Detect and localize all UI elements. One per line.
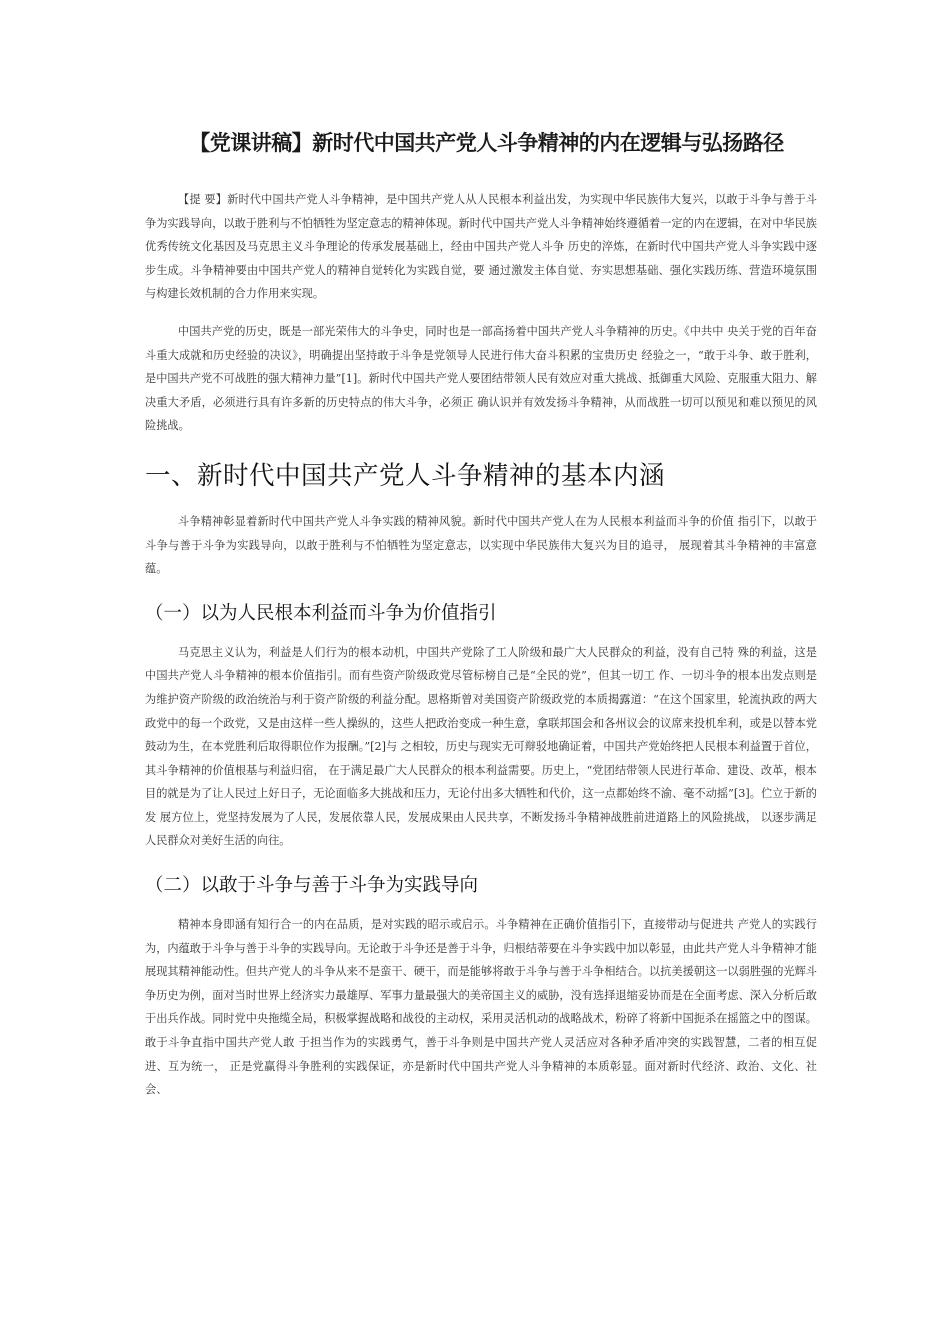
section-1-paragraph: 斗争精神彰显着新时代中国共产党人斗争实践的精神风貌。新时代中国共产党人在为人民根本利益而斗争的价值 指引下，以敢于斗争与善于斗争为实践导向，以敢于胜利与不怕牺牲为坚定意志，以实现中华民族伟大复兴为目的追寻， 展现着其斗争精神的丰富意蕴。 — [145, 514, 817, 576]
document-title: 【党课讲稿】新时代中国共产党人斗争精神的内在逻辑与弘扬路径 — [189, 131, 784, 155]
abstract-paragraph: 【提 要】新时代中国共产党人斗争精神，是中国共产党人从人民根本利益出发，为实现中华民族伟大复兴，以敢于斗争与善于斗争为实践导向，以敢于胜利与不怕牺牲为坚定意志的精神体现。新时代中国共产党人斗争精神始终遵循着一定的内在逻辑，在对中华民族优秀传统文化基因及马克思主义斗争理论的传承发展基础上，经由中国共产党人斗争 历史的淬炼，在新时代中国共产党人斗争实践中逐步生成。斗争精神要由中国共产党人的精神自觉转化为实践自觉，要 通过激发主体自觉、夯实思想基础、强化实践历练、营造环境氛围与构建长效机制的合力作用来实现。 — [145, 193, 817, 301]
intro-paragraph: 中国共产党的历史，既是一部光荣伟大的斗争史，同时也是一部高扬着中国共产党人斗争精神的历史。《中共中 央关于党的百年奋斗重大成就和历史经验的决议》，明确提出坚持敢于斗争是党领导人民进行伟大奋斗积累的宝贵历史 经验之一，“敢于斗争、敢于胜利，是中国共产党不可战胜的强大精神力量”[1]。新时代中国共产党人要团结带领人民有效应对重大挑战、抵御重大风险、克服重大阻力、解决重大矛盾，必须进行具有许多新的历史特点的伟大斗争，必须正 确认识并有效发扬斗争精神，从而战胜一切可以预见和难以预见的风险挑战。 — [145, 324, 817, 433]
subsection-1-heading: （一）以为人民根本利益而斗争为价值指引 — [145, 602, 497, 624]
subsection-1-paragraph: 马克思主义认为，利益是人们行为的根本动机，中国共产党除了工人阶级和最广大人民群众的利益，没有自己特 殊的利益，这是中国共产党人斗争精神的根本价值指引。而有些资产阶级政党尽管标榜自己是“全民的党”，但其一切工 作、一切斗争的根本出发点则是为维护资产阶级的政治统治与利于资产阶级的利益分配。恩格斯曾对美国资产阶级政党的本质揭露道：“在这个国家里，轮流执政的两大政党中的每一个政党，又是由这样一些人操纵的，这些人把政治变成一种生意，拿联邦国会和各州议会的议席来投机牟利，或是以替本党鼓动为生，在本党胜利后取得职位作为报酬。”[2]与 之相较，历史与现实无可辩驳地确证着，中国共产党始终把人民根本利益置于首位，其斗争精神的价值根基与利益归宿， 在于满足最广大人民群众的根本利益需要。历史上，“党团结带领人民进行革命、建设、改革，根本目的就是为了让人民过上好日子，无论面临多大挑战和压力，无论付出多大牺牲和代价，这一点都始终不渝、毫不动摇”[3]。伫立于新的发 展方位上，党坚持发展为了人民，发展依靠人民，发展成果由人民共享，不断发扬斗争精神战胜前进道路上的风险挑战， 以逐步满足人民群众对美好生活的向往。 — [145, 645, 817, 848]
subsection-2-paragraph: 精神本身即涵有知行合一的内在品质，是对实践的昭示或启示。斗争精神在正确价值指引下，直接带动与促进共 产党人的实践行为，内蕴敢于斗争与善于斗争的实践导向。无论敢于斗争还是善于斗争，归根结蒂要在斗争实践中加以彰显，由此共产党人斗争精神才能展现其精神能动性。但共产党人的斗争从来不是蛮干、硬干，而是能够将敢于斗争与善于斗争相结合。以抗美援朝这一以弱胜强的光辉斗争历史为例，面对当时世界上经济实力最雄厚、军事力量最强大的美帝国主义的威胁，没有选择退缩妥协而是在全面考虑、深入分析后敢于出兵作战。同时党中央拖缆全局，积极掌握战略和战役的主动权，采用灵活机动的战略战术，粉碎了将新中国扼杀在摇篮之中的图谋。敢于斗争直指中国共产党人敢 于担当作为的实践勇气，善于斗争则是中国共产党人灵活应对各种矛盾冲突的实践智慧，二者的相互促进、互为统一， 正是党赢得斗争胜利的实践保证，亦是新时代中国共产党人斗争精神的本质彰显。面对新时代经济、政治、文化、社会、 — [145, 918, 817, 1097]
subsection-2-heading: （二）以敢于斗争与善于斗争为实践导向 — [145, 875, 479, 897]
section-1-heading: 一、新时代中国共产党人斗争精神的基本内涵 — [145, 460, 666, 491]
